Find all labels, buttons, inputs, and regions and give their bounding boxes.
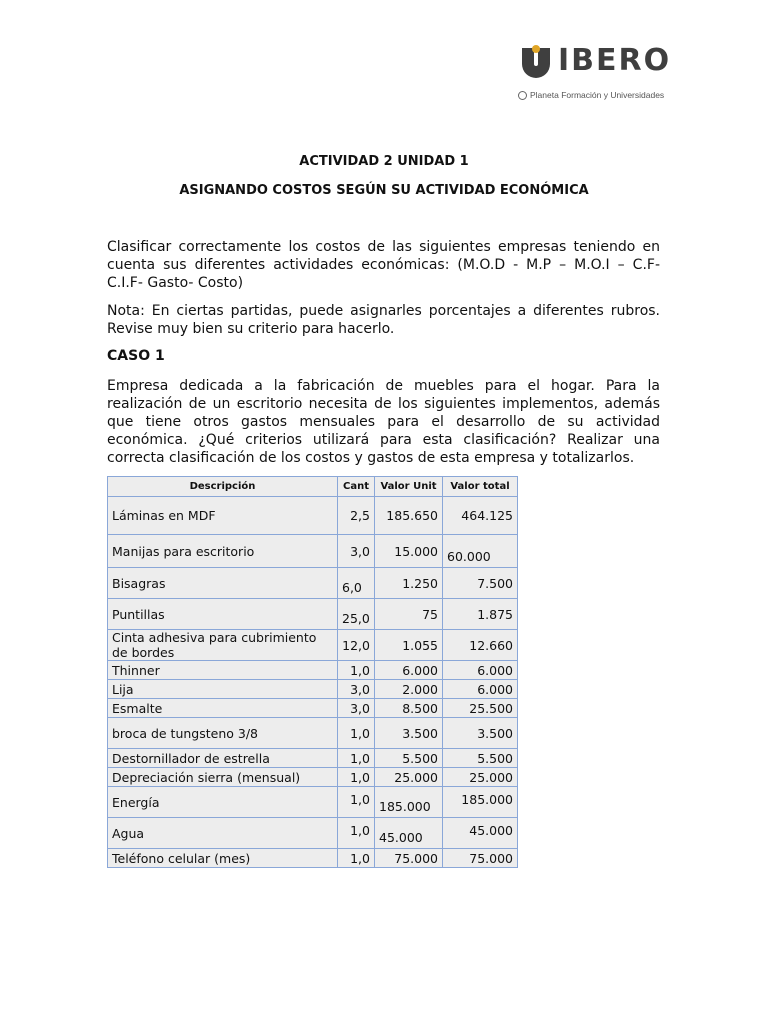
cell-unit: 3.500	[375, 718, 443, 749]
table-row	[108, 661, 518, 680]
cell-desc: Energía	[108, 787, 338, 818]
cell-desc: Agua	[108, 818, 338, 849]
cell-cant: 6,0	[338, 568, 375, 599]
cell-desc: Puntillas	[108, 599, 338, 630]
cell-unit: 15.000	[375, 535, 443, 568]
case-title: CASO 1	[107, 348, 165, 364]
cell-cant: 1,0	[338, 849, 375, 868]
cell-total: 7.500	[443, 568, 518, 599]
cell-desc: Esmalte	[108, 699, 338, 718]
cell-desc: Depreciación sierra (mensual)	[108, 768, 338, 787]
cell-total: 1.875	[443, 599, 518, 630]
cell-total: 25.500	[443, 699, 518, 718]
cell-cant: 1,0	[338, 661, 375, 680]
cell-total: 464.125	[443, 497, 518, 535]
table-row	[108, 630, 518, 661]
cell-cant: 1,0	[338, 749, 375, 768]
cell-cant: 1,0	[338, 818, 375, 849]
logo-subtitle-text: Planeta Formación y Universidades	[530, 90, 665, 100]
case-paragraph: Empresa dedicada a la fabricación de muebles para el hogar. Para la realización de un escritorio necesita de los siguientes implementos, además que tiene otros gastos mensuales para el desarrollo de su actividad económica. ¿Qué criterios utilizará para esta clasificación? Realizar una correcta clasificación de los costos y gastos de esta empresa y totalizarlos.	[107, 378, 660, 466]
table-row	[108, 680, 518, 699]
note-paragraph: Nota: En ciertas partidas, puede asignarles porcentajes a diferentes rubros. Revise muy bien su criterio para hacerlo.	[107, 303, 660, 337]
cell-unit: 5.500	[375, 749, 443, 768]
cell-total: 75.000	[443, 849, 518, 868]
cell-desc: Lija	[108, 680, 338, 699]
cell-desc: Bisagras	[108, 568, 338, 599]
cell-unit: 185.650	[375, 497, 443, 535]
table-row	[108, 535, 518, 568]
cell-unit: 2.000	[375, 680, 443, 699]
cell-unit: 185.000	[375, 787, 443, 818]
table-row	[108, 749, 518, 768]
costs-table	[107, 476, 518, 868]
document-subtitle: ASIGNANDO COSTOS SEGÚN SU ACTIVIDAD ECONÓMICA	[179, 183, 589, 198]
cell-desc: Destornillador de estrella	[108, 749, 338, 768]
cell-unit: 25.000	[375, 768, 443, 787]
header-valor-total: Valor total	[443, 477, 518, 497]
cell-cant: 1,0	[338, 718, 375, 749]
cell-unit: 6.000	[375, 661, 443, 680]
header-cant: Cant	[338, 477, 375, 497]
cell-cant: 1,0	[338, 768, 375, 787]
cell-cant: 3,0	[338, 680, 375, 699]
cell-desc: Cinta adhesiva para cubrimiento de bordes	[108, 630, 338, 661]
header-descripcion: Descripción	[108, 477, 338, 497]
cell-total: 5.500	[443, 749, 518, 768]
header-valor-unit: Valor Unit	[375, 477, 443, 497]
cell-desc: Manijas para escritorio	[108, 535, 338, 568]
table-row	[108, 787, 518, 818]
cell-total: 6.000	[443, 661, 518, 680]
table-row	[108, 568, 518, 599]
cell-desc: Teléfono celular (mes)	[108, 849, 338, 868]
cell-desc: Láminas en MDF	[108, 497, 338, 535]
table-row	[108, 699, 518, 718]
cell-total: 12.660	[443, 630, 518, 661]
cell-total: 6.000	[443, 680, 518, 699]
cell-unit: 1.055	[375, 630, 443, 661]
cell-total: 185.000	[443, 787, 518, 818]
cell-desc: broca de tungsteno 3/8	[108, 718, 338, 749]
ibero-logo	[518, 42, 673, 108]
cell-cant: 25,0	[338, 599, 375, 630]
logo-subtitle	[518, 90, 664, 100]
table-row	[108, 818, 518, 849]
cell-cant: 2,5	[338, 497, 375, 535]
cell-total: 3.500	[443, 718, 518, 749]
globe-icon	[518, 91, 527, 100]
table-row	[108, 768, 518, 787]
table-row	[108, 718, 518, 749]
cell-cant: 3,0	[338, 699, 375, 718]
logo-brand-text: IBERO	[558, 43, 672, 78]
cell-unit: 1.250	[375, 568, 443, 599]
cell-total: 60.000	[443, 535, 518, 568]
cell-unit: 75	[375, 599, 443, 630]
ibero-shield-icon	[520, 44, 552, 80]
table-header-row	[108, 477, 518, 497]
table-row	[108, 599, 518, 630]
table-row	[108, 497, 518, 535]
cell-total: 45.000	[443, 818, 518, 849]
document-title: ACTIVIDAD 2 UNIDAD 1	[299, 154, 469, 169]
intro-paragraph: Clasificar correctamente los costos de las siguientes empresas teniendo en cuenta sus diferentes actividades económicas: (M.O.D - M.P – M.O.I – C.F- C.I.F- Gasto- Costo)	[107, 239, 660, 291]
cell-cant: 3,0	[338, 535, 375, 568]
cell-desc: Thinner	[108, 661, 338, 680]
cell-total: 25.000	[443, 768, 518, 787]
cell-unit: 75.000	[375, 849, 443, 868]
table-row	[108, 849, 518, 868]
cell-cant: 12,0	[338, 630, 375, 661]
cell-unit: 8.500	[375, 699, 443, 718]
cell-cant: 1,0	[338, 787, 375, 818]
cell-unit: 45.000	[375, 818, 443, 849]
